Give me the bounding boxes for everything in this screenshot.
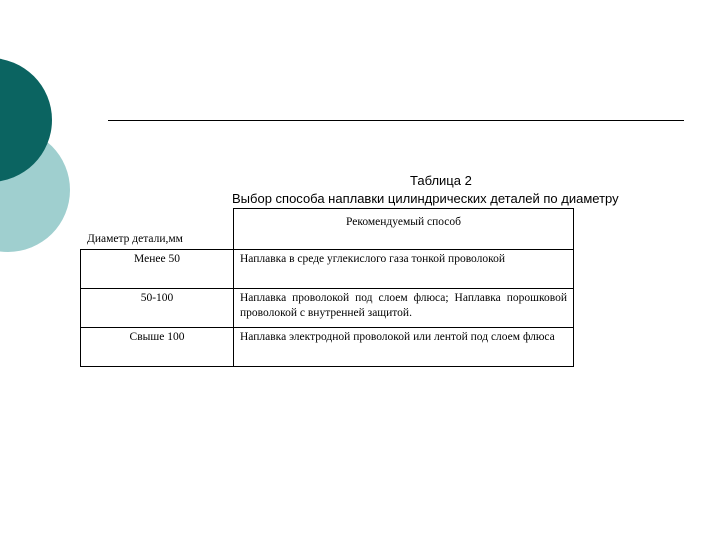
- table-number: Таблица 2: [410, 173, 472, 188]
- header-method: Рекомендуемый способ: [234, 209, 574, 250]
- table-row: [81, 289, 574, 328]
- table-row: [81, 250, 574, 289]
- welding-method-table: [80, 208, 574, 367]
- diameter-cell: Свыше 100: [81, 328, 234, 367]
- diameter-cell: 50-100: [81, 289, 234, 328]
- table-title: Выбор способа наплавки цилиндрических деталей по диаметру: [232, 191, 619, 206]
- header-diameter: Диаметр детали,мм: [81, 209, 234, 250]
- method-cell: Наплавка электродной проволокой или лентой под слоем флюса: [234, 328, 574, 367]
- table-row: [81, 328, 574, 367]
- diameter-cell: Менее 50: [81, 250, 234, 289]
- method-cell: Наплавка в среде углекислого газа тонкой проволокой: [234, 250, 574, 289]
- method-cell: Наплавка проволокой под слоем флюса; Наплавка порошковой проволокой с внутренней защитой.: [234, 289, 574, 328]
- table-header-row: [81, 209, 574, 250]
- horizontal-rule: [108, 120, 684, 121]
